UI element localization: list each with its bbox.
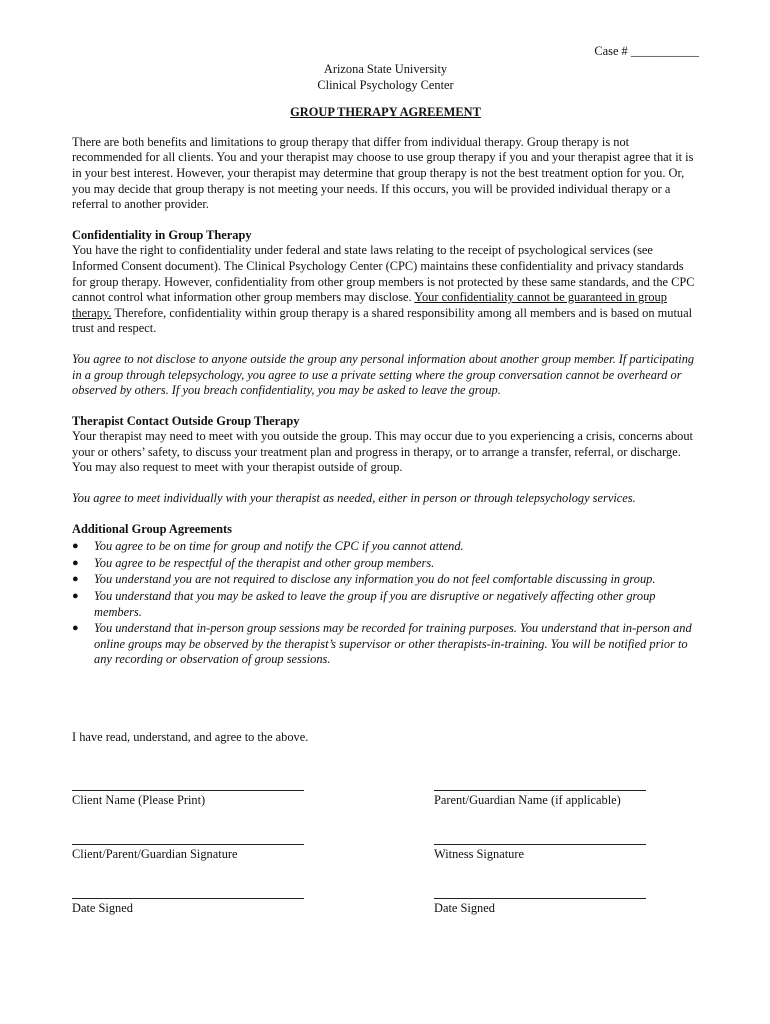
list-item-text: You understand you are not required to disclose any information you do not feel comfortable discussing in group. xyxy=(94,572,656,587)
signature-row xyxy=(72,780,699,808)
list-item xyxy=(72,572,699,588)
signature-section xyxy=(72,780,699,942)
parent-name-block xyxy=(434,780,646,808)
contact-heading: Therapist Contact Outside Group Therapy xyxy=(72,413,300,428)
confidentiality-warning: Your confidentiality cannot be guaranteed in group therapy. xyxy=(72,290,667,320)
client-signature-field[interactable] xyxy=(72,834,304,845)
date-signed-right-field[interactable] xyxy=(434,888,646,899)
list-item-text: You understand that you may be asked to leave the group if you are disruptive or negatively affecting other group members. xyxy=(94,589,656,619)
signature-row xyxy=(72,888,699,916)
list-item-text: You agree to be respectful of the therapist and other group members. xyxy=(94,555,435,570)
confidentiality-text-2: Therefore, confidentiality within group therapy is a shared responsibility among all members and is based on mutual trust and respect. xyxy=(72,305,693,336)
university-name: Arizona State University xyxy=(323,62,448,76)
case-number[interactable]: Case # ___________ xyxy=(594,44,699,58)
bullet-icon: ● xyxy=(72,540,79,553)
list-item xyxy=(72,539,699,555)
bullet-icon: ● xyxy=(72,622,79,635)
list-item xyxy=(72,556,699,572)
client-name-block xyxy=(72,780,304,808)
agreements-list xyxy=(72,539,699,668)
client-name-field[interactable] xyxy=(72,780,304,791)
confidentiality-text-1: You have the right to confidentiality under federal and state laws relating to the receipt of psychological services (see Informed Consent document). The Clinical Psychology Center (CPC) maintains these confidentiality and privacy standards for group therapy. However, confidentiality from other group members is not protected by these same standards, and the CPC cannot control what information other group members may disclose. xyxy=(72,243,695,305)
confidentiality-paragraph xyxy=(72,243,699,337)
date-signed-left-block xyxy=(72,888,304,916)
client-signature-block xyxy=(72,834,304,862)
list-item-text: You understand that in-person group sessions may be recorded for training purposes. You understand that in-person and online groups may be observed by the therapist’s supervisor or other therapists-in-training. You will be notified prior to any recording or observation of group sessions. xyxy=(94,621,692,667)
date-signed-right-block xyxy=(434,888,646,916)
client-signature-label: Client/Parent/Guardian Signature xyxy=(72,847,238,861)
parent-guardian-name-label: Parent/Guardian Name (if applicable) xyxy=(434,793,621,807)
bullet-icon: ● xyxy=(72,556,79,569)
contact-paragraph: Your therapist may need to meet with you outside the group. This may occur due to you experiencing a crisis, concerns about your or others’ safety, to discuss your treatment plan and progress in therapy, or to arrange a transfer, referral, or discharge. You may also request to meet with your therapist outside of group. xyxy=(72,429,693,475)
center-name: Clinical Psychology Center xyxy=(317,77,454,92)
document-page xyxy=(72,44,699,761)
date-signed-left-label: Date Signed xyxy=(72,901,133,915)
additional-heading: Additional Group Agreements xyxy=(72,521,232,536)
witness-signature-label: Witness Signature xyxy=(434,847,525,861)
list-item xyxy=(72,589,699,620)
acknowledgement: I have read, understand, and agree to the above. xyxy=(72,730,309,744)
witness-signature-field[interactable] xyxy=(434,834,646,845)
list-item xyxy=(72,621,699,668)
contact-agreement: You agree to meet individually with your therapist as needed, either in person or through telepsychology services. xyxy=(72,491,636,506)
intro-paragraph: There are both benefits and limitations to group therapy that differ from individual therapy. Group therapy is not recommended for all clients. You and your therapist may choose to use group therapy if you and your therapist agree that it is in your best interest. However, your therapist may determine that group therapy is not the best treatment option for you. Or, you may decide that group therapy is not meeting your needs. If this occurs, you will be provided individual therapy or a referral to another provider. xyxy=(72,134,694,212)
confidentiality-heading: Confidentiality in Group Therapy xyxy=(72,227,252,242)
page-title: GROUP THERAPY AGREEMENT xyxy=(290,105,481,120)
signature-row xyxy=(72,834,699,862)
confidentiality-agreement: You agree to not disclose to anyone outside the group any personal information about another group member. If participating in a group through telepsychology, you agree to use a private setting where the group conversation cannot be overheard or observed by others. If you breach confidentiality, you may be asked to leave the group. xyxy=(72,351,695,398)
list-item-text: You agree to be on time for group and notify the CPC if you cannot attend. xyxy=(94,539,464,554)
bullet-icon: ● xyxy=(72,573,79,586)
bullet-icon: ● xyxy=(72,590,79,603)
parent-guardian-name-field[interactable] xyxy=(434,780,646,791)
date-signed-left-field[interactable] xyxy=(72,888,304,899)
date-signed-right-label: Date Signed xyxy=(434,901,495,915)
client-name-label: Client Name (Please Print) xyxy=(72,793,206,807)
witness-signature-block xyxy=(434,834,646,862)
